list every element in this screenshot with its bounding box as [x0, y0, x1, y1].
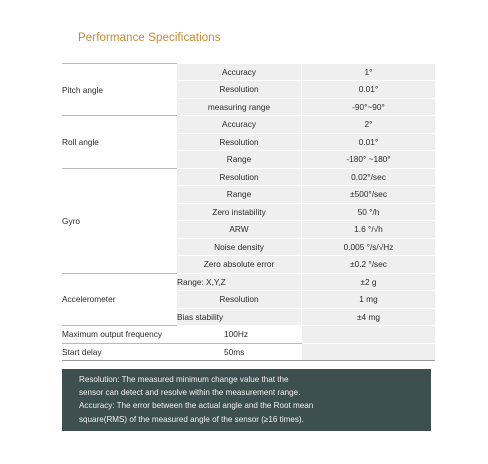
section-title: Performance Specifications — [78, 32, 221, 44]
param-label: Bias stability — [177, 308, 302, 326]
group-label-pitch: Pitch angle — [62, 64, 177, 116]
param-label: Resolution — [177, 291, 302, 309]
param-value: 1 mg — [302, 291, 436, 309]
param-value: 0.005 °/s/√Hz — [302, 238, 436, 256]
note-line: square(RMS) of the measured angle of the sensor (≥16 times). — [79, 414, 304, 424]
group-label-accelerometer: Accelerometer — [62, 273, 177, 326]
group-label-roll: Roll angle — [62, 116, 177, 169]
param-value: 1.6 °/√h — [302, 221, 436, 239]
start-delay-value: 50ms — [224, 346, 245, 357]
param-label: Resolution — [177, 168, 302, 186]
table-row — [62, 343, 435, 361]
param-value: ±500°/sec — [302, 186, 436, 204]
param-label: Range — [177, 186, 302, 204]
param-value: 50 °/h — [302, 203, 436, 221]
param-label: Zero instability — [177, 203, 302, 221]
param-value: ±4 mg — [302, 308, 436, 326]
note-line: Resolution: The measured minimum change value that the — [79, 375, 289, 384]
spec-table — [62, 63, 435, 361]
table-row — [62, 116, 435, 134]
param-value: 0.02°/sec — [302, 168, 436, 186]
param-label: measuring range — [177, 98, 302, 116]
param-label: Range: X,Y,Z — [177, 273, 302, 291]
param-value — [224, 343, 436, 361]
param-label: Resolution — [177, 81, 302, 99]
param-value: 1° — [302, 64, 436, 81]
param-value: 0.01° — [302, 133, 436, 151]
param-value: -90°~90° — [302, 98, 436, 116]
param-label: Noise density — [177, 238, 302, 256]
table-row — [62, 64, 435, 81]
param-value: 2° — [302, 116, 436, 134]
param-value: -180° ~180° — [302, 151, 436, 169]
single-row-label — [62, 326, 302, 344]
table-row — [62, 273, 435, 291]
param-label: Resolution — [177, 133, 302, 151]
definitions-note — [62, 369, 431, 431]
param-value: ±2 g — [302, 273, 436, 291]
single-row-label — [62, 343, 302, 361]
max-output-frequency-label: Maximum output frequency — [62, 329, 163, 340]
param-value: 0.01° — [302, 81, 436, 99]
max-output-frequency-value: 100Hz — [224, 329, 248, 340]
start-delay-label: Start delay — [62, 346, 102, 357]
param-value: ±0.2 °/sec — [302, 256, 436, 274]
param-label: Zero absolute error — [177, 256, 302, 274]
param-label: Accuracy — [177, 116, 302, 134]
note-line: Accuracy: The error between the actual angle and the Root mean — [79, 401, 314, 411]
param-label: Accuracy — [177, 64, 302, 81]
param-label: ARW — [177, 221, 302, 239]
param-value — [224, 326, 436, 344]
table-row — [62, 326, 435, 344]
note-line: sensor can detect and resolve within the measurement range. — [79, 388, 301, 398]
table-row — [62, 168, 435, 186]
group-label-gyro: Gyro — [62, 168, 177, 273]
param-label: Range — [177, 151, 302, 169]
